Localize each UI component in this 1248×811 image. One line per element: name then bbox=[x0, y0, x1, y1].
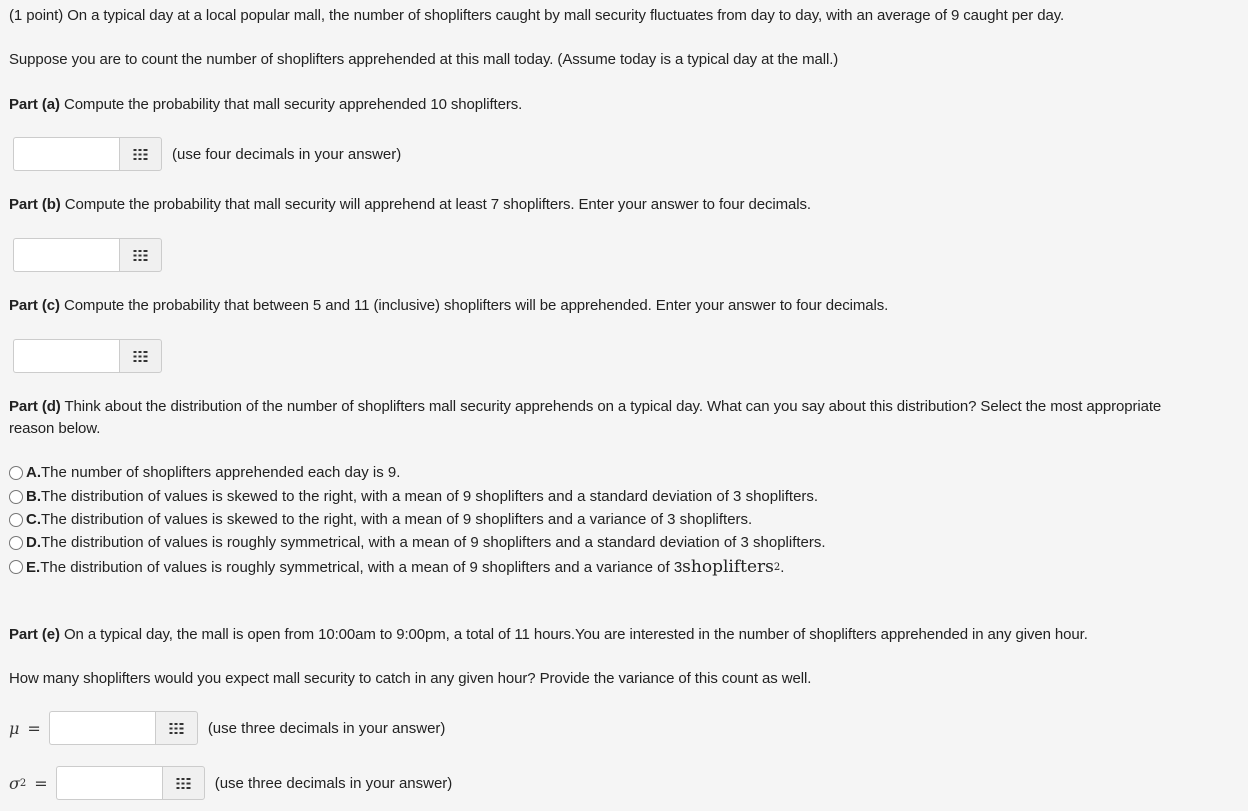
problem-intro: (1 point) On a typical day at a local popular mall, the number of shoplifters caught by mall security fluctuates from day to day, with an average of 9 caught per day. bbox=[9, 7, 1065, 24]
choice-text: The distribution of values is roughly symmetrical, with a mean of 9 shoplifters and a variance of 3 bbox=[40, 558, 683, 576]
choice-c[interactable] bbox=[9, 511, 752, 528]
mu-label bbox=[9, 719, 49, 738]
part-c-prompt bbox=[9, 297, 888, 314]
part-d-prompt-continued: reason below. bbox=[9, 420, 101, 437]
variance-label bbox=[9, 774, 56, 793]
part-c-equation-button[interactable] bbox=[119, 339, 162, 373]
part-e-label: Part (e) bbox=[9, 626, 60, 643]
problem-context: Suppose you are to count the number of shoplifters apprehended at this mall today. (Assume today is a typical day at the mall.) bbox=[9, 51, 839, 68]
sigma-symbol: σ bbox=[9, 773, 20, 793]
part-a-label: Part (a) bbox=[9, 96, 60, 113]
equation-palette-icon bbox=[133, 351, 148, 362]
part-c-text: Compute the probability that between 5 and 11 (inclusive) shoplifters will be apprehended. Enter your answer to four decimals. bbox=[59, 297, 889, 314]
equals-sign: = bbox=[27, 718, 41, 738]
choice-text: The distribution of values is skewed to the right, with a mean of 9 shoplifters and a variance of 3 shoplifters. bbox=[41, 511, 753, 528]
part-c-label: Part (c) bbox=[9, 297, 60, 314]
radio-button[interactable] bbox=[9, 536, 23, 550]
equation-palette-icon bbox=[133, 250, 148, 261]
part-e-text: On a typical day, the mall is open from 10:00am to 9:00pm, a total of 11 hours.You are interested in the number of shoplifters apprehended in any given hour. bbox=[59, 626, 1088, 643]
sigma-exponent: 2 bbox=[19, 777, 27, 789]
variance-answer-input[interactable] bbox=[56, 766, 162, 800]
choice-letter: C. bbox=[26, 511, 41, 528]
part-d-prompt bbox=[9, 398, 1161, 415]
part-a-answer-input[interactable] bbox=[13, 137, 119, 171]
choice-letter: A. bbox=[26, 464, 41, 481]
part-b-label: Part (b) bbox=[9, 196, 61, 213]
part-a-answer-row bbox=[13, 137, 401, 171]
choice-letter: D. bbox=[26, 534, 41, 551]
choice-text: The distribution of values is roughly symmetrical, with a mean of 9 shoplifters and a standard deviation of 3 shoplifters. bbox=[41, 534, 826, 551]
choice-d[interactable] bbox=[9, 534, 826, 551]
part-d-label: Part (d) bbox=[9, 398, 61, 415]
radio-button[interactable] bbox=[9, 466, 23, 480]
part-a-hint: (use four decimals in your answer) bbox=[172, 145, 402, 163]
part-e-question: How many shoplifters would you expect mall security to catch in any given hour? Provide the variance of this count as well. bbox=[9, 670, 812, 687]
part-c-answer-input[interactable] bbox=[13, 339, 119, 373]
mu-equation-button[interactable] bbox=[155, 711, 198, 745]
choice-period: . bbox=[780, 558, 785, 576]
equation-palette-icon bbox=[133, 149, 148, 160]
part-a-text: Compute the probability that mall security apprehended 10 shoplifters. bbox=[59, 96, 523, 113]
choice-math-exponent: 2 bbox=[773, 561, 781, 573]
variance-hint: (use three decimals in your answer) bbox=[214, 774, 453, 792]
equation-palette-icon bbox=[176, 778, 191, 789]
choice-text: The number of shoplifters apprehended each day is 9. bbox=[41, 464, 401, 481]
choice-a[interactable] bbox=[9, 464, 400, 481]
choice-letter: B. bbox=[26, 488, 41, 505]
mu-answer-input[interactable] bbox=[49, 711, 155, 745]
part-d-text: Think about the distribution of the number of shoplifters mall security apprehends on a typical day. What can you say about this distribution? Select the most appropriate bbox=[60, 398, 1162, 415]
part-b-answer-input[interactable] bbox=[13, 238, 119, 272]
mu-hint: (use three decimals in your answer) bbox=[207, 719, 446, 737]
variance-equation-button[interactable] bbox=[162, 766, 205, 800]
part-a-equation-button[interactable] bbox=[119, 137, 162, 171]
part-b-equation-button[interactable] bbox=[119, 238, 162, 272]
choice-b[interactable] bbox=[9, 488, 818, 505]
equals-sign: = bbox=[34, 773, 48, 793]
radio-button[interactable] bbox=[9, 490, 23, 504]
mu-symbol: μ bbox=[9, 718, 20, 738]
choice-math: shoplifters bbox=[682, 557, 774, 577]
part-b-answer-row bbox=[13, 238, 162, 272]
part-b-text: Compute the probability that mall security will apprehend at least 7 shoplifters. Enter your answer to four decimals. bbox=[60, 196, 811, 213]
choice-text: The distribution of values is skewed to the right, with a mean of 9 shoplifters and a standard deviation of 3 shoplifters. bbox=[41, 488, 819, 505]
mu-answer-row bbox=[9, 711, 445, 745]
variance-answer-row bbox=[9, 766, 452, 800]
part-a-prompt bbox=[9, 96, 522, 113]
choice-e[interactable] bbox=[9, 557, 784, 577]
equation-palette-icon bbox=[169, 723, 184, 734]
radio-button[interactable] bbox=[9, 513, 23, 527]
radio-button[interactable] bbox=[9, 560, 23, 574]
part-b-prompt bbox=[9, 196, 811, 213]
part-c-answer-row bbox=[13, 339, 162, 373]
choice-letter: E. bbox=[26, 558, 41, 576]
part-e-prompt bbox=[9, 626, 1088, 643]
